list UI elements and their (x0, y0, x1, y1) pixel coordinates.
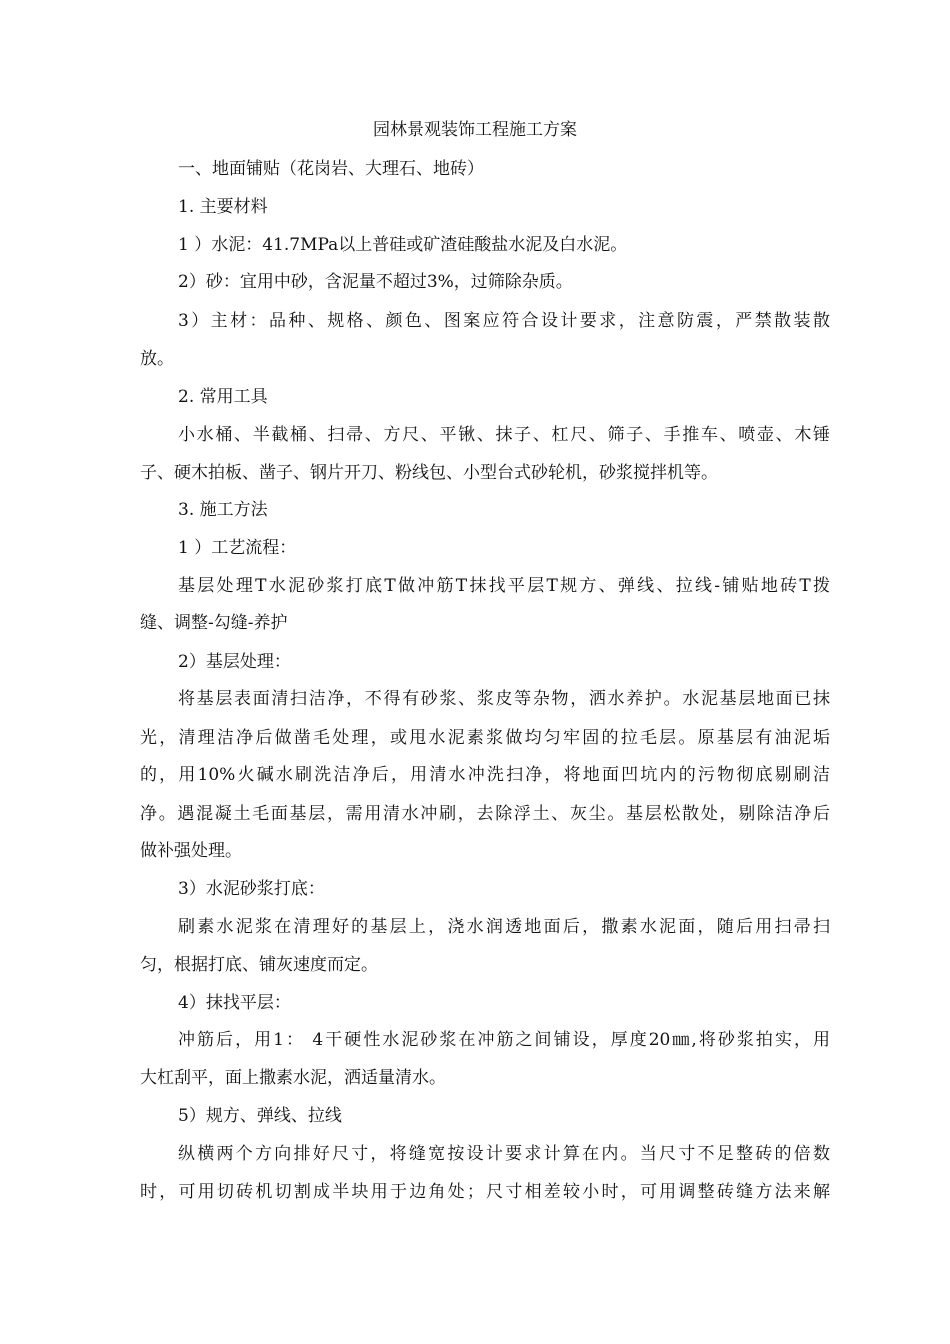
paragraph-line: 冲筋后，用1： 4干硬性水泥砂浆在冲筋之间铺设，厚度20㎜,将砂浆拍实，用 (178, 1030, 830, 1050)
paragraph-line: 光，清理洁净后做凿毛处理，或甩水泥素浆做均匀牢固的拉毛层。原基层有油泥垢 (140, 728, 830, 748)
list-item: 2）基层处理： (178, 652, 291, 672)
list-item: 3）主材：品种、规格、颜色、图案应符合设计要求，注意防震，严禁散装散 (178, 311, 830, 331)
list-item: 2）砂：宜用中砂，含泥量不超过3%，过筛除杂质。 (178, 272, 573, 292)
paragraph-line: 做补强处理。 (140, 841, 242, 861)
paragraph-line: 缝、调整-勾缝-养护 (140, 613, 288, 633)
list-item: 1 ）工艺流程： (178, 538, 297, 558)
list-item: 1 ）水泥：41.7MPa以上普硅或矿渣硅酸盐水泥及白水泥。 (178, 235, 628, 255)
paragraph-line: 纵横两个方向排好尺寸，将缝宽按设计要求计算在内。当尺寸不足整砖的倍数 (178, 1144, 830, 1164)
document-title: 园林景观装饰工程施工方案 (373, 120, 577, 140)
paragraph-line: 基层处理T水泥砂浆打底T做冲筋T抹找平层T规方、弹线、拉线-铺贴地砖T拨 (178, 576, 830, 596)
paragraph-line: 放。 (140, 349, 174, 369)
list-item: 4）抹找平层： (178, 993, 291, 1013)
subsection-heading: 3. 施工方法 (178, 500, 268, 520)
list-item: 5）规方、弹线、拉线 (178, 1106, 342, 1126)
subsection-heading: 2. 常用工具 (178, 387, 268, 407)
paragraph-line: 将基层表面清扫洁净，不得有砂浆、浆皮等杂物，洒水养护。水泥基层地面已抹 (178, 689, 830, 709)
list-item: 3）水泥砂浆打底： (178, 879, 325, 899)
paragraph-line: 刷素水泥浆在清理好的基层上，浇水润透地面后，撒素水泥面，随后用扫帚扫 (178, 917, 830, 937)
paragraph-line: 的，用10%火碱水刷洗洁净后，用清水冲洗扫净，将地面凹坑内的污物彻底剔刷洁 (140, 765, 830, 785)
paragraph-line: 小水桶、半截桶、扫帚、方尺、平锹、抹子、杠尺、筛子、手推车、喷壶、木锤 (178, 425, 830, 445)
section-heading: 一、地面铺贴（花岗岩、大理石、地砖） (178, 159, 484, 179)
paragraph-line: 匀，根据打底、铺灰速度而定。 (140, 955, 378, 975)
subsection-heading: 1. 主要材料 (178, 197, 268, 217)
paragraph-line: 净。遇混凝土毛面基层，需用清水冲刷，去除浮土、灰尘。基层松散处，剔除洁净后 (140, 804, 830, 824)
paragraph-line: 子、硬木拍板、凿子、钢片开刀、粉线包、小型台式砂轮机，砂浆搅拌机等。 (140, 463, 718, 483)
paragraph-line: 时，可用切砖机切割成半块用于边角处；尺寸相差较小时，可用调整砖缝方法来解 (140, 1182, 830, 1202)
paragraph-line: 大杠刮平，面上撒素水泥，洒适量清水。 (140, 1068, 446, 1088)
